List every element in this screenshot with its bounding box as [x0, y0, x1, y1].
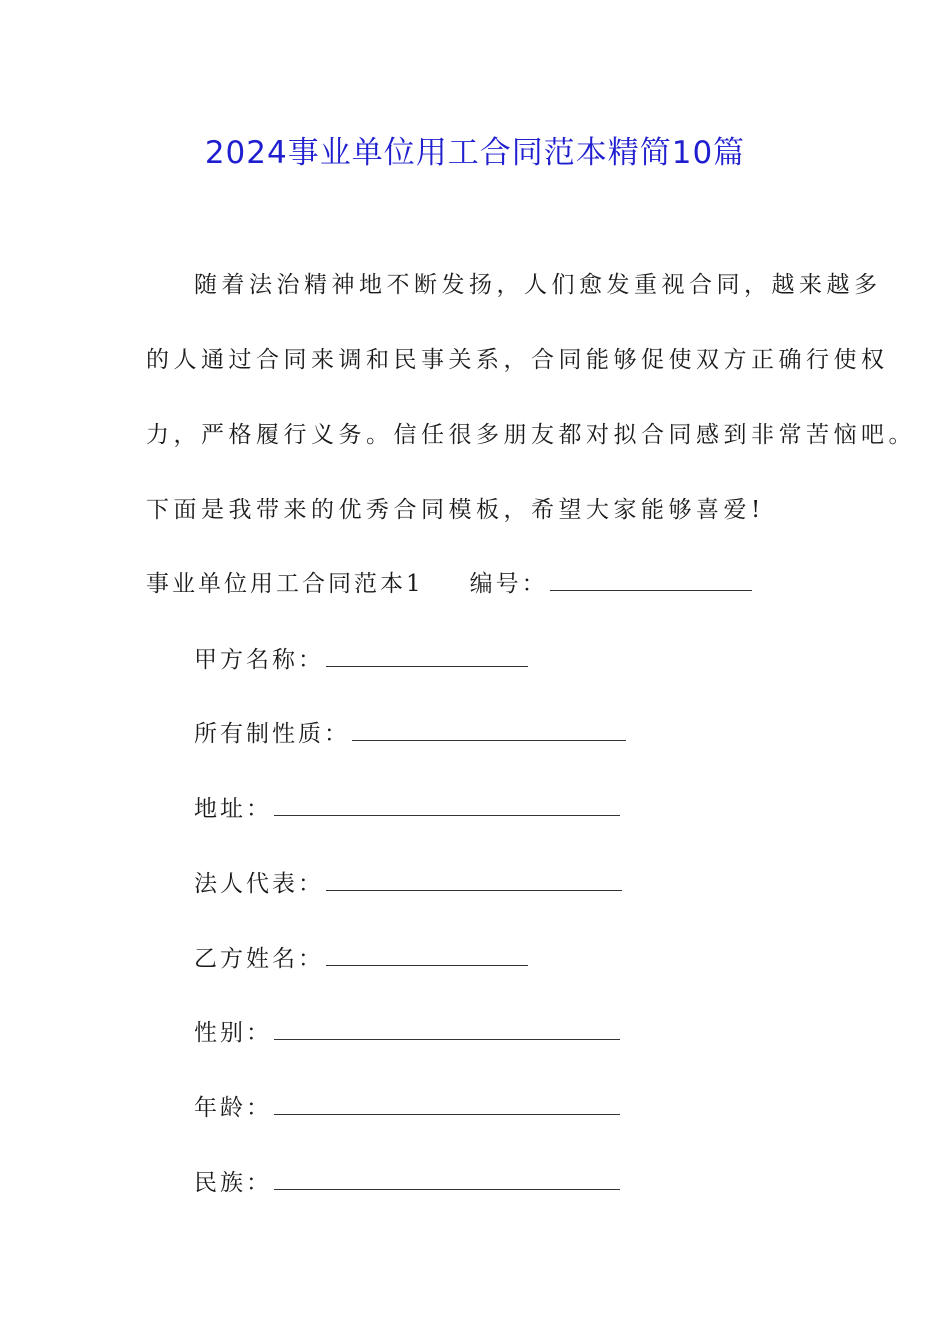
- intro-paragraph-line: 的人通过合同来调和民事关系，合同能够促使双方正确行使权: [146, 347, 889, 373]
- field-label: 性别：: [194, 1020, 272, 1046]
- field-label: 年龄：: [194, 1095, 272, 1121]
- field-label: 甲方名称：: [194, 647, 324, 673]
- field-blank-line: [274, 1017, 620, 1040]
- field-label: 法人代表：: [194, 871, 324, 897]
- field-label: 民族：: [194, 1170, 272, 1196]
- form-field-gender: [194, 1016, 620, 1050]
- form-field-legal-representative: [194, 867, 622, 901]
- form-field-ethnicity: [194, 1166, 620, 1200]
- form-field-ownership-type: [194, 717, 626, 751]
- field-label: 所有制性质：: [194, 721, 350, 747]
- form-field-party-b-name: [194, 942, 528, 976]
- intro-paragraph-line: 随着法治精神地不断发扬，人们愈发重视合同，越来越多: [194, 272, 882, 298]
- page-title: 2024事业单位用工合同范本精简10篇: [204, 135, 746, 171]
- field-blank-line: [326, 868, 622, 891]
- number-label: 编号：: [469, 571, 548, 597]
- form-field-age: [194, 1091, 620, 1125]
- field-label: 乙方姓名：: [194, 946, 324, 972]
- field-label: 地址：: [194, 796, 272, 822]
- field-blank-line: [274, 1092, 620, 1115]
- intro-paragraph-line: 力，严格履行义务。信任很多朋友都对拟合同感到非常苦恼吧。: [146, 422, 916, 448]
- field-blank-line: [326, 644, 528, 667]
- intro-paragraph-line: 下面是我带来的优秀合同模板，希望大家能够喜爱!: [146, 497, 765, 523]
- field-blank-line: [326, 943, 528, 966]
- contract-heading: 事业单位用工合同范本1: [146, 571, 424, 597]
- form-field-address: [194, 792, 620, 826]
- number-blank-line: [550, 568, 752, 591]
- form-field-party-a-name: [194, 643, 528, 677]
- field-blank-line: [274, 793, 620, 816]
- field-blank-line: [274, 1167, 620, 1190]
- field-blank-line: [352, 718, 626, 741]
- contract-heading-row: [146, 567, 752, 601]
